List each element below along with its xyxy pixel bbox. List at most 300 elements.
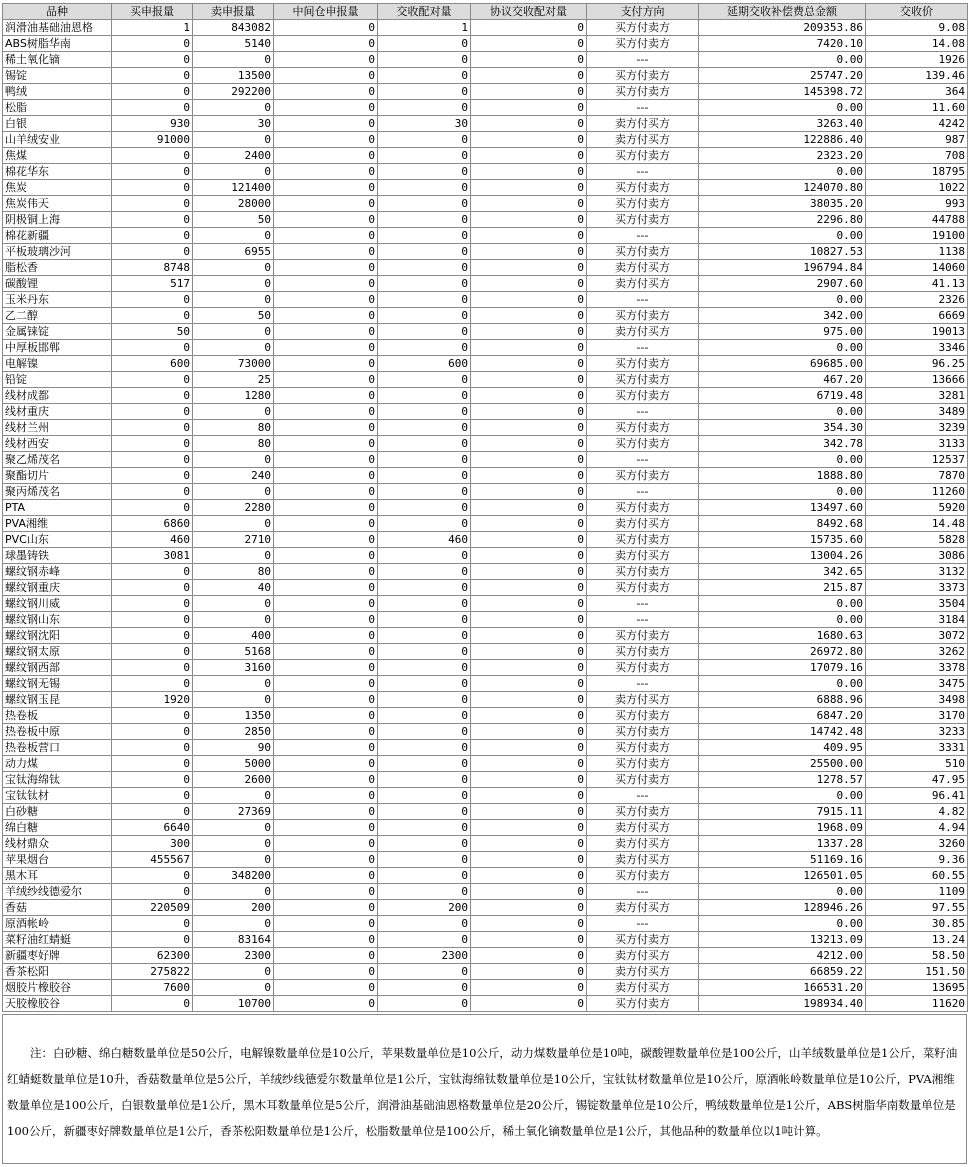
- cell-agreement-matched: 0: [471, 596, 587, 612]
- cell-product: 原酒帐岭: [3, 916, 112, 932]
- cell-intermediate-declared: 0: [274, 868, 378, 884]
- table-row: [3, 228, 968, 244]
- table-row: [3, 132, 968, 148]
- cell-sell-declared: 50: [193, 212, 274, 228]
- cell-product: 菜籽油红蜻蜓: [3, 932, 112, 948]
- cell-sell-declared: 400: [193, 628, 274, 644]
- cell-matched-volume: 0: [378, 244, 471, 260]
- cell-delivery-price: 47.95: [866, 772, 968, 788]
- table-row: [3, 404, 968, 420]
- cell-buy-declared: 220509: [112, 900, 193, 916]
- table-row: [3, 164, 968, 180]
- cell-product: 松脂: [3, 100, 112, 116]
- cell-matched-volume: 0: [378, 980, 471, 996]
- table-row: [3, 436, 968, 452]
- table-row: [3, 772, 968, 788]
- cell-buy-declared: 7600: [112, 980, 193, 996]
- cell-delivery-price: 13666: [866, 372, 968, 388]
- cell-matched-volume: 30: [378, 116, 471, 132]
- cell-matched-volume: 0: [378, 292, 471, 308]
- cell-compensation-total: 3263.40: [699, 116, 866, 132]
- cell-intermediate-declared: 0: [274, 964, 378, 980]
- cell-buy-declared: 0: [112, 884, 193, 900]
- cell-buy-declared: 50: [112, 324, 193, 340]
- table-row: [3, 724, 968, 740]
- cell-buy-declared: 0: [112, 868, 193, 884]
- cell-product: 苹果烟台: [3, 852, 112, 868]
- header-delivery-price: 交收价: [866, 4, 968, 20]
- cell-payment-direction: 买方付卖方: [587, 356, 699, 372]
- cell-intermediate-declared: 0: [274, 980, 378, 996]
- cell-matched-volume: 0: [378, 996, 471, 1012]
- cell-sell-declared: 843082: [193, 20, 274, 36]
- cell-compensation-total: 13004.26: [699, 548, 866, 564]
- cell-payment-direction: ---: [587, 100, 699, 116]
- cell-product: 热卷板: [3, 708, 112, 724]
- cell-delivery-price: 3262: [866, 644, 968, 660]
- table-row: [3, 580, 968, 596]
- cell-payment-direction: 买方付卖方: [587, 420, 699, 436]
- cell-agreement-matched: 0: [471, 36, 587, 52]
- cell-agreement-matched: 0: [471, 276, 587, 292]
- cell-product: 线材成都: [3, 388, 112, 404]
- cell-compensation-total: 13497.60: [699, 500, 866, 516]
- cell-matched-volume: 0: [378, 612, 471, 628]
- cell-matched-volume: 0: [378, 420, 471, 436]
- cell-compensation-total: 0.00: [699, 404, 866, 420]
- cell-matched-volume: 0: [378, 868, 471, 884]
- cell-product: 黑木耳: [3, 868, 112, 884]
- cell-compensation-total: 467.20: [699, 372, 866, 388]
- cell-compensation-total: 0.00: [699, 292, 866, 308]
- cell-intermediate-declared: 0: [274, 564, 378, 580]
- cell-intermediate-declared: 0: [274, 788, 378, 804]
- cell-compensation-total: 409.95: [699, 740, 866, 756]
- cell-intermediate-declared: 0: [274, 260, 378, 276]
- cell-payment-direction: ---: [587, 404, 699, 420]
- cell-payment-direction: 卖方付买方: [587, 276, 699, 292]
- cell-delivery-price: 4.94: [866, 820, 968, 836]
- cell-payment-direction: 卖方付买方: [587, 132, 699, 148]
- table-row: [3, 788, 968, 804]
- cell-sell-declared: 0: [193, 484, 274, 500]
- cell-agreement-matched: 0: [471, 436, 587, 452]
- cell-compensation-total: 6847.20: [699, 708, 866, 724]
- cell-matched-volume: 0: [378, 132, 471, 148]
- cell-intermediate-declared: 0: [274, 628, 378, 644]
- cell-intermediate-declared: 0: [274, 692, 378, 708]
- cell-delivery-price: 151.50: [866, 964, 968, 980]
- cell-compensation-total: 0.00: [699, 884, 866, 900]
- table-row: [3, 612, 968, 628]
- cell-product: 金属铼锭: [3, 324, 112, 340]
- cell-sell-declared: 200: [193, 900, 274, 916]
- cell-delivery-price: 11.60: [866, 100, 968, 116]
- cell-sell-declared: 2850: [193, 724, 274, 740]
- cell-agreement-matched: 0: [471, 900, 587, 916]
- cell-sell-declared: 28000: [193, 196, 274, 212]
- cell-delivery-price: 9.36: [866, 852, 968, 868]
- cell-buy-declared: 0: [112, 756, 193, 772]
- header-compensation-total: 延期交收补偿费总金额: [699, 4, 866, 20]
- cell-sell-declared: 0: [193, 260, 274, 276]
- cell-agreement-matched: 0: [471, 452, 587, 468]
- cell-product: 鸭绒: [3, 84, 112, 100]
- cell-payment-direction: 卖方付买方: [587, 516, 699, 532]
- cell-payment-direction: 买方付卖方: [587, 740, 699, 756]
- cell-delivery-price: 708: [866, 148, 968, 164]
- cell-compensation-total: 2323.20: [699, 148, 866, 164]
- cell-buy-declared: 6640: [112, 820, 193, 836]
- cell-sell-declared: 50: [193, 308, 274, 324]
- cell-compensation-total: 0.00: [699, 52, 866, 68]
- cell-delivery-price: 1109: [866, 884, 968, 900]
- cell-payment-direction: ---: [587, 916, 699, 932]
- cell-payment-direction: 买方付卖方: [587, 772, 699, 788]
- cell-compensation-total: 128946.26: [699, 900, 866, 916]
- cell-compensation-total: 0.00: [699, 484, 866, 500]
- cell-agreement-matched: 0: [471, 372, 587, 388]
- cell-product: 香菇: [3, 900, 112, 916]
- cell-compensation-total: 0.00: [699, 612, 866, 628]
- cell-buy-declared: 0: [112, 804, 193, 820]
- cell-agreement-matched: 0: [471, 660, 587, 676]
- cell-matched-volume: 0: [378, 324, 471, 340]
- cell-delivery-price: 3346: [866, 340, 968, 356]
- cell-matched-volume: 0: [378, 148, 471, 164]
- table-row: [3, 948, 968, 964]
- table-row: [3, 36, 968, 52]
- cell-product: 玉米丹东: [3, 292, 112, 308]
- table-row: [3, 116, 968, 132]
- cell-intermediate-declared: 0: [274, 500, 378, 516]
- cell-compensation-total: 975.00: [699, 324, 866, 340]
- cell-sell-declared: 0: [193, 404, 274, 420]
- table-row: [3, 68, 968, 84]
- cell-intermediate-declared: 0: [274, 836, 378, 852]
- cell-buy-declared: 0: [112, 452, 193, 468]
- cell-payment-direction: 买方付卖方: [587, 724, 699, 740]
- cell-intermediate-declared: 0: [274, 180, 378, 196]
- cell-sell-declared: 0: [193, 788, 274, 804]
- cell-payment-direction: 买方付卖方: [587, 468, 699, 484]
- cell-compensation-total: 1888.80: [699, 468, 866, 484]
- cell-agreement-matched: 0: [471, 244, 587, 260]
- cell-buy-declared: 0: [112, 212, 193, 228]
- table-row: [3, 356, 968, 372]
- cell-agreement-matched: 0: [471, 740, 587, 756]
- cell-compensation-total: 0.00: [699, 452, 866, 468]
- cell-delivery-price: 3378: [866, 660, 968, 676]
- table-row: [3, 548, 968, 564]
- cell-payment-direction: 买方付卖方: [587, 644, 699, 660]
- cell-agreement-matched: 0: [471, 132, 587, 148]
- table-row: [3, 500, 968, 516]
- cell-intermediate-declared: 0: [274, 148, 378, 164]
- cell-product: 绵白糖: [3, 820, 112, 836]
- cell-delivery-price: 510: [866, 756, 968, 772]
- cell-product: 螺纹钢西部: [3, 660, 112, 676]
- cell-product: 焦炭伟天: [3, 196, 112, 212]
- cell-sell-declared: 0: [193, 836, 274, 852]
- cell-product: 阴极铜上海: [3, 212, 112, 228]
- cell-product: 螺纹钢无锡: [3, 676, 112, 692]
- cell-matched-volume: 0: [378, 692, 471, 708]
- cell-intermediate-declared: 0: [274, 724, 378, 740]
- cell-intermediate-declared: 0: [274, 404, 378, 420]
- cell-payment-direction: 买方付卖方: [587, 84, 699, 100]
- cell-buy-declared: 0: [112, 388, 193, 404]
- cell-compensation-total: 215.87: [699, 580, 866, 596]
- table-row: [3, 900, 968, 916]
- cell-product: PVA湘维: [3, 516, 112, 532]
- cell-compensation-total: 15735.60: [699, 532, 866, 548]
- cell-product: 新疆枣好牌: [3, 948, 112, 964]
- cell-intermediate-declared: 0: [274, 948, 378, 964]
- cell-matched-volume: 0: [378, 84, 471, 100]
- cell-agreement-matched: 0: [471, 148, 587, 164]
- cell-matched-volume: 0: [378, 388, 471, 404]
- table-row: [3, 836, 968, 852]
- cell-buy-declared: 0: [112, 404, 193, 420]
- cell-buy-declared: 600: [112, 356, 193, 372]
- table-row: [3, 340, 968, 356]
- cell-compensation-total: 7420.10: [699, 36, 866, 52]
- cell-product: 动力煤: [3, 756, 112, 772]
- header-product: 品种: [3, 4, 112, 20]
- table-row: [3, 52, 968, 68]
- table-row: [3, 324, 968, 340]
- cell-intermediate-declared: 0: [274, 612, 378, 628]
- table-row: [3, 676, 968, 692]
- cell-intermediate-declared: 0: [274, 292, 378, 308]
- table-row: [3, 964, 968, 980]
- table-header-row: [3, 4, 968, 20]
- header-payment-direction: 支付方向: [587, 4, 699, 20]
- cell-buy-declared: 0: [112, 724, 193, 740]
- cell-payment-direction: ---: [587, 884, 699, 900]
- cell-payment-direction: 买方付卖方: [587, 212, 699, 228]
- cell-sell-declared: 5140: [193, 36, 274, 52]
- cell-buy-declared: 0: [112, 628, 193, 644]
- table-row: [3, 756, 968, 772]
- cell-agreement-matched: 0: [471, 580, 587, 596]
- cell-agreement-matched: 0: [471, 20, 587, 36]
- cell-delivery-price: 3498: [866, 692, 968, 708]
- cell-product: 宝钛钛材: [3, 788, 112, 804]
- cell-product: 烟胶片橡胶谷: [3, 980, 112, 996]
- header-agreement-matched: 协议交收配对量: [471, 4, 587, 20]
- cell-intermediate-declared: 0: [274, 916, 378, 932]
- cell-matched-volume: 200: [378, 900, 471, 916]
- cell-agreement-matched: 0: [471, 420, 587, 436]
- cell-compensation-total: 26972.80: [699, 644, 866, 660]
- cell-sell-declared: 0: [193, 324, 274, 340]
- cell-sell-declared: 0: [193, 340, 274, 356]
- cell-delivery-price: 3331: [866, 740, 968, 756]
- cell-agreement-matched: 0: [471, 948, 587, 964]
- cell-delivery-price: 11620: [866, 996, 968, 1012]
- cell-agreement-matched: 0: [471, 612, 587, 628]
- table-row: [3, 868, 968, 884]
- cell-intermediate-declared: 0: [274, 452, 378, 468]
- cell-payment-direction: 买方付卖方: [587, 388, 699, 404]
- cell-product: 润滑油基础油恩格: [3, 20, 112, 36]
- cell-sell-declared: 3160: [193, 660, 274, 676]
- cell-buy-declared: 300: [112, 836, 193, 852]
- cell-buy-declared: 0: [112, 468, 193, 484]
- cell-delivery-price: 3184: [866, 612, 968, 628]
- cell-sell-declared: 2600: [193, 772, 274, 788]
- cell-agreement-matched: 0: [471, 564, 587, 580]
- table-row: [3, 692, 968, 708]
- cell-payment-direction: 卖方付买方: [587, 692, 699, 708]
- cell-intermediate-declared: 0: [274, 740, 378, 756]
- cell-agreement-matched: 0: [471, 100, 587, 116]
- cell-agreement-matched: 0: [471, 308, 587, 324]
- cell-delivery-price: 6669: [866, 308, 968, 324]
- table-row: [3, 804, 968, 820]
- cell-intermediate-declared: 0: [274, 516, 378, 532]
- cell-product: 碳酸锂: [3, 276, 112, 292]
- cell-intermediate-declared: 0: [274, 676, 378, 692]
- cell-buy-declared: 0: [112, 500, 193, 516]
- cell-product: 白砂糖: [3, 804, 112, 820]
- cell-agreement-matched: 0: [471, 212, 587, 228]
- cell-payment-direction: 买方付卖方: [587, 436, 699, 452]
- cell-payment-direction: ---: [587, 292, 699, 308]
- cell-sell-declared: 13500: [193, 68, 274, 84]
- cell-sell-declared: 0: [193, 100, 274, 116]
- cell-product: 宝钛海绵钛: [3, 772, 112, 788]
- cell-buy-declared: 0: [112, 564, 193, 580]
- cell-matched-volume: 0: [378, 836, 471, 852]
- table-row: [3, 564, 968, 580]
- table-row: [3, 452, 968, 468]
- cell-payment-direction: 卖方付买方: [587, 324, 699, 340]
- cell-product: 线材西安: [3, 436, 112, 452]
- cell-sell-declared: 6955: [193, 244, 274, 260]
- cell-agreement-matched: 0: [471, 516, 587, 532]
- cell-compensation-total: 1680.63: [699, 628, 866, 644]
- cell-buy-declared: 0: [112, 372, 193, 388]
- cell-buy-declared: 0: [112, 228, 193, 244]
- cell-intermediate-declared: 0: [274, 388, 378, 404]
- header-buy-declared: 买申报量: [112, 4, 193, 20]
- cell-sell-declared: 292200: [193, 84, 274, 100]
- cell-buy-declared: 517: [112, 276, 193, 292]
- cell-buy-declared: 0: [112, 52, 193, 68]
- cell-intermediate-declared: 0: [274, 756, 378, 772]
- cell-sell-declared: 0: [193, 612, 274, 628]
- cell-delivery-price: 1138: [866, 244, 968, 260]
- header-sell-declared: 卖申报量: [193, 4, 274, 20]
- cell-buy-declared: 0: [112, 932, 193, 948]
- cell-agreement-matched: 0: [471, 404, 587, 420]
- cell-delivery-price: 97.55: [866, 900, 968, 916]
- cell-intermediate-declared: 0: [274, 484, 378, 500]
- cell-buy-declared: 0: [112, 180, 193, 196]
- cell-buy-declared: 6860: [112, 516, 193, 532]
- table-row: [3, 388, 968, 404]
- cell-compensation-total: 124070.80: [699, 180, 866, 196]
- cell-buy-declared: 0: [112, 68, 193, 84]
- cell-buy-declared: 0: [112, 660, 193, 676]
- cell-buy-declared: 3081: [112, 548, 193, 564]
- cell-payment-direction: ---: [587, 228, 699, 244]
- cell-matched-volume: 0: [378, 884, 471, 900]
- cell-intermediate-declared: 0: [274, 68, 378, 84]
- cell-sell-declared: 240: [193, 468, 274, 484]
- table-row: [3, 708, 968, 724]
- cell-sell-declared: 0: [193, 820, 274, 836]
- cell-matched-volume: 0: [378, 484, 471, 500]
- cell-compensation-total: 126501.05: [699, 868, 866, 884]
- cell-sell-declared: 0: [193, 452, 274, 468]
- table-row: [3, 212, 968, 228]
- table-row: [3, 916, 968, 932]
- cell-matched-volume: 0: [378, 52, 471, 68]
- cell-agreement-matched: 0: [471, 260, 587, 276]
- cell-intermediate-declared: 0: [274, 308, 378, 324]
- cell-payment-direction: 卖方付买方: [587, 964, 699, 980]
- cell-intermediate-declared: 0: [274, 164, 378, 180]
- cell-sell-declared: 0: [193, 852, 274, 868]
- cell-payment-direction: ---: [587, 788, 699, 804]
- cell-matched-volume: 0: [378, 228, 471, 244]
- cell-intermediate-declared: 0: [274, 84, 378, 100]
- cell-delivery-price: 1022: [866, 180, 968, 196]
- cell-product: 螺纹钢川威: [3, 596, 112, 612]
- cell-intermediate-declared: 0: [274, 884, 378, 900]
- cell-agreement-matched: 0: [471, 788, 587, 804]
- cell-intermediate-declared: 0: [274, 324, 378, 340]
- table-row: [3, 996, 968, 1012]
- cell-intermediate-declared: 0: [274, 100, 378, 116]
- cell-intermediate-declared: 0: [274, 772, 378, 788]
- cell-sell-declared: 0: [193, 132, 274, 148]
- cell-delivery-price: 3132: [866, 564, 968, 580]
- cell-product: 乙二醇: [3, 308, 112, 324]
- cell-product: 铅锭: [3, 372, 112, 388]
- cell-agreement-matched: 0: [471, 84, 587, 100]
- cell-delivery-price: 2326: [866, 292, 968, 308]
- table-row: [3, 884, 968, 900]
- cell-payment-direction: 卖方付买方: [587, 260, 699, 276]
- cell-matched-volume: 0: [378, 756, 471, 772]
- cell-payment-direction: 买方付卖方: [587, 36, 699, 52]
- cell-compensation-total: 0.00: [699, 100, 866, 116]
- cell-product: 稀土氧化镝: [3, 52, 112, 68]
- cell-buy-declared: 0: [112, 788, 193, 804]
- cell-payment-direction: 卖方付买方: [587, 820, 699, 836]
- cell-compensation-total: 354.30: [699, 420, 866, 436]
- cell-buy-declared: 460: [112, 532, 193, 548]
- cell-matched-volume: 0: [378, 708, 471, 724]
- cell-buy-declared: 0: [112, 916, 193, 932]
- cell-product: 线材兰州: [3, 420, 112, 436]
- cell-delivery-price: 364: [866, 84, 968, 100]
- table-row: [3, 660, 968, 676]
- cell-buy-declared: 0: [112, 996, 193, 1012]
- cell-sell-declared: 2710: [193, 532, 274, 548]
- cell-compensation-total: 25747.20: [699, 68, 866, 84]
- cell-agreement-matched: 0: [471, 724, 587, 740]
- cell-compensation-total: 38035.20: [699, 196, 866, 212]
- cell-product: PTA: [3, 500, 112, 516]
- cell-sell-declared: 2300: [193, 948, 274, 964]
- cell-buy-declared: 0: [112, 196, 193, 212]
